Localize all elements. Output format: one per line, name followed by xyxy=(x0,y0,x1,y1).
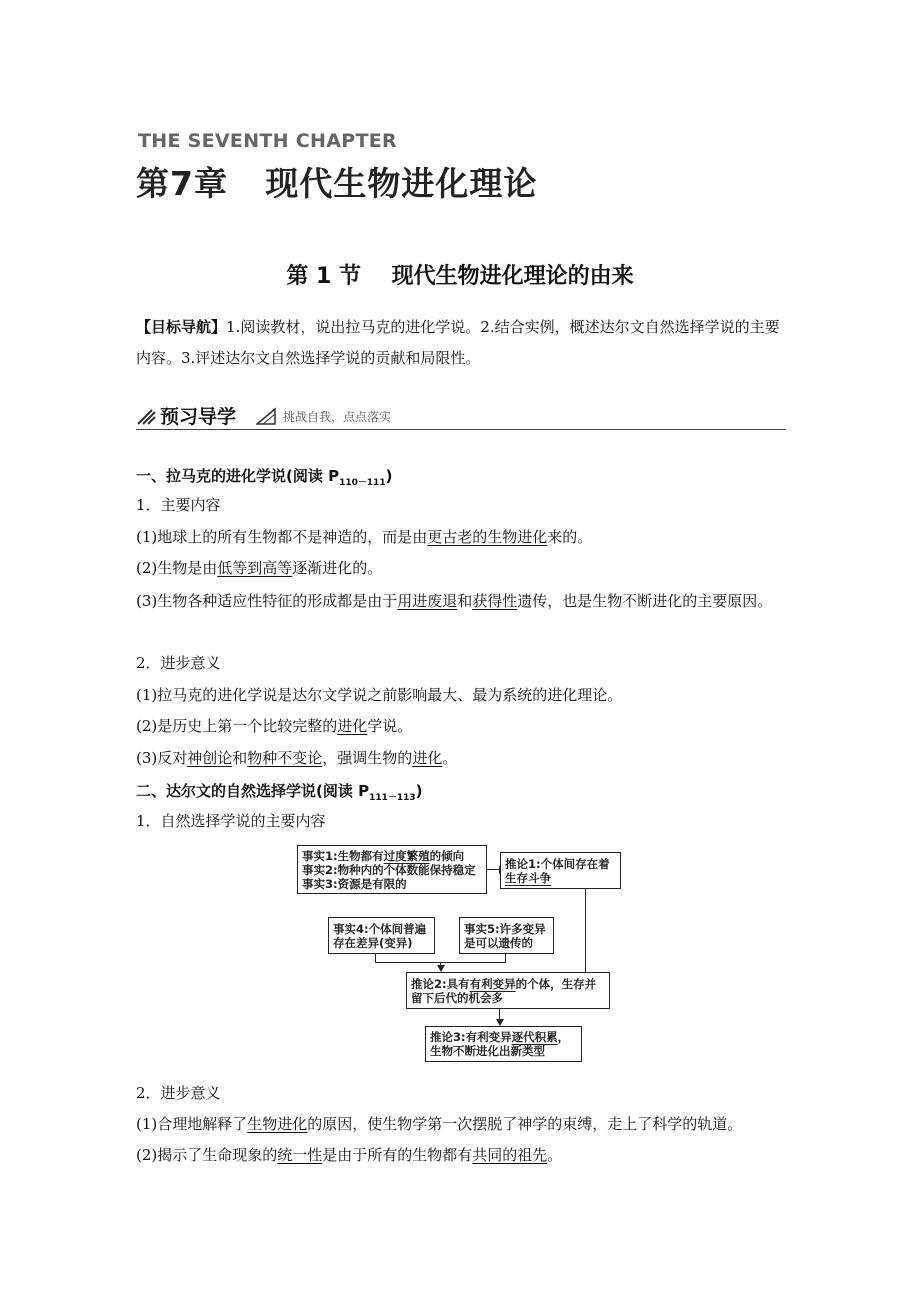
learning-goals xyxy=(136,312,786,374)
part1-merit1: (1)拉马克的进化学说是达尔文学说之前影响最大、最为系统的进化理论。 xyxy=(136,686,623,704)
part1-line3: (3)生物各种适应性特征的形成都是由于用进废退和获得性遗传，也是生物不断进化的主要原因。 xyxy=(136,592,773,610)
banner-title: 预习导学 xyxy=(160,406,237,428)
connector-line xyxy=(375,954,376,963)
connector-line xyxy=(505,954,506,963)
section-title: 第 1 节 现代生物进化理论的由来 xyxy=(286,264,634,289)
triangle-mark-icon xyxy=(256,407,276,425)
part2-sub1: 1．自然选择学说的主要内容 xyxy=(136,812,326,830)
arrow-head xyxy=(499,866,506,874)
stripe-mark-icon xyxy=(136,405,156,425)
arrow-line xyxy=(487,869,500,870)
connector-line xyxy=(540,972,586,973)
connector-line xyxy=(375,962,506,963)
connector-line xyxy=(499,1009,500,1021)
connector-line xyxy=(585,889,586,973)
connector-line xyxy=(440,962,441,966)
chapter-english-title: THE SEVENTH CHAPTER xyxy=(138,130,397,152)
fact-4-box: 事实4:个体间普遍 存在差异(变异) xyxy=(328,917,435,954)
part2-sub2: 2．进步意义 xyxy=(136,1084,221,1102)
part1-sub2: 2．进步意义 xyxy=(136,654,221,672)
preview-banner xyxy=(136,400,786,430)
part2-merit1: (1)合理地解释了生物进化的原因，使生物学第一次摆脱了神学的束缚，走上了科学的轨道。 xyxy=(136,1115,743,1133)
part1-merit3: (3)反对神创论和物种不变论，强调生物的进化。 xyxy=(136,749,458,767)
part1-sub1: 1．主要内容 xyxy=(136,496,221,514)
inference-1-box: 推论1:个体间存在着 生存斗争 xyxy=(500,852,621,889)
arrow-head xyxy=(496,1019,504,1026)
goal-label: 【目标导航】 xyxy=(136,318,227,336)
fact-5-box: 事实5:许多变异 是可以遗传的 xyxy=(459,917,554,954)
part2-merit2: (2)揭示了生命现象的统一性是由于所有的生物都有共同的祖先。 xyxy=(136,1146,563,1164)
banner-subtitle: 挑战自我，点点落实 xyxy=(283,410,392,424)
arrow-head xyxy=(437,965,445,972)
part1-merit2: (2)是历史上第一个比较完整的进化学说。 xyxy=(136,717,413,735)
part1-heading: 一、拉马克的进化学说(阅读 $P_{110-111}$) xyxy=(136,467,393,488)
inference-2-box: 推论2:具有有利变异的个体，生存并 留下后代的机会多 xyxy=(406,972,610,1009)
goal-text: 1.阅读教材，说出拉马克的进化学说。2.结合实例，概述达尔文自然选择学说的主要内容。3.评述达尔文自然选择学说的贡献和局限性。 xyxy=(136,318,780,367)
banner-divider xyxy=(136,429,786,430)
facts-1-3-box: 事实1:生物都有过度繁殖的倾向 事实2:物种内的个体数能保持稳定 事实3:资源是有限的 xyxy=(297,845,487,894)
inference-3-box: 推论3:有利变异逐代积累， 生物不断进化出新类型 xyxy=(425,1026,582,1062)
part1-line1: (1)地球上的所有生物都不是神造的，而是由更古老的生物进化来的。 xyxy=(136,528,593,546)
chapter-title: 第7章 现代生物进化理论 xyxy=(136,164,538,203)
part2-heading: 二、达尔文的自然选择学说(阅读 $P_{111-113}$) xyxy=(136,782,423,803)
part1-line2: (2)生物是由低等到高等逐渐进化的。 xyxy=(136,559,383,577)
